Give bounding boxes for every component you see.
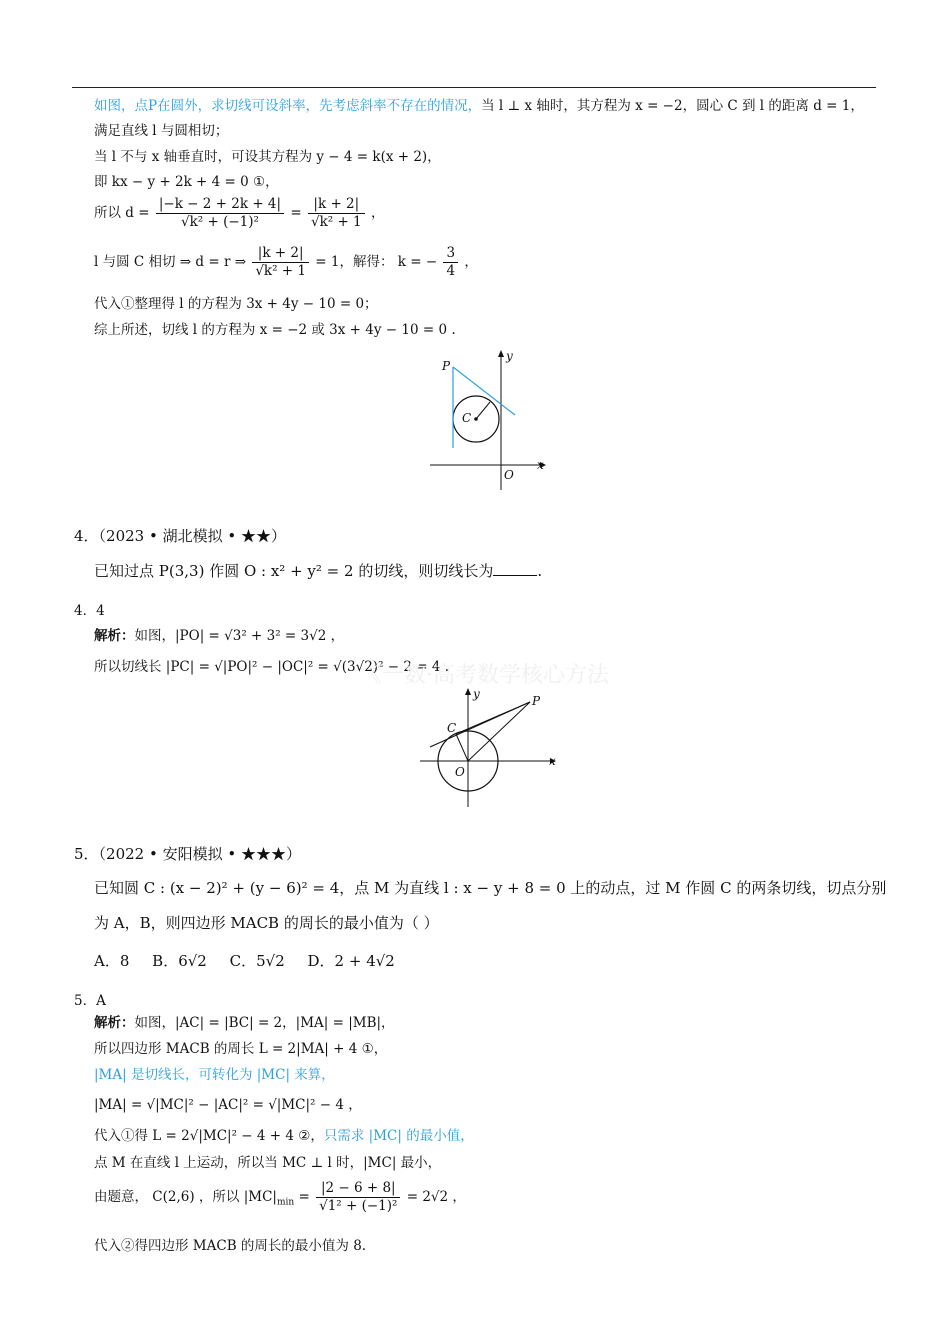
p3-line-3: 当 l 不与 x 轴垂直时，可设其方程为 y − 4 = k(x + 2)， bbox=[94, 149, 441, 165]
p3-line-6: l 与圆 C 相切 ⇒ d = r ⇒ $\frac{|k + 2|}{\text{√k² + 1}}$ = 1，解得： k = − $\frac{3}{4}$ ， bbox=[94, 245, 478, 279]
label-x: x bbox=[537, 458, 544, 472]
option-a: A．8 bbox=[94, 952, 130, 970]
label-o: O bbox=[504, 468, 514, 482]
p3-line-5-pre: 所以 d = bbox=[94, 204, 150, 221]
segment-po bbox=[468, 702, 530, 761]
p3-blue-note: 如图，点P在圆外，求切线可设斜率，先考虑斜率不存在的情况， bbox=[94, 98, 482, 114]
q4-figure bbox=[410, 685, 565, 815]
q5-options bbox=[94, 952, 395, 971]
p3-figure bbox=[420, 345, 560, 495]
label-c: C bbox=[462, 411, 472, 425]
q5-analysis-1: 解析：如图，|AC| = |BC| = 2，|MA| = |MB|， bbox=[94, 1015, 395, 1031]
q5-answer: 5．A bbox=[74, 993, 106, 1009]
y-axis-arrow bbox=[465, 688, 471, 695]
p3-line-1-text: 当 l ⊥ x 轴时，其方程为 x = −2，圆心 C 到 l 的距离 d = 1， bbox=[481, 98, 864, 114]
label-o: O bbox=[455, 765, 465, 779]
q5-fraction: $\frac{|2 - 6 + 8|}{\text{√1² + (−1)²}}$ bbox=[316, 1180, 400, 1215]
q5-analysis-3: |MA| 是切线长，可转化为 |MC| 来算， bbox=[94, 1067, 335, 1083]
q4-analysis-2: 所以切线长 |PC| = √|PO|² − |OC|² = √(3√2)² − 2 = 4 . bbox=[94, 659, 450, 675]
label-y: y bbox=[506, 349, 513, 363]
watermark: 《一数·高考数学核心方法 bbox=[360, 663, 609, 688]
q4-analysis-1: 解析：如图，|PO| = √3² + 3² = 3√2 ， bbox=[94, 628, 345, 644]
q5-analysis-8: 代入②得四边形 MACB 的周长的最小值为 8. bbox=[94, 1238, 367, 1254]
segment-oc bbox=[456, 734, 468, 761]
q4-answer: 4．4 bbox=[74, 603, 105, 619]
q5-analysis-5: 代入①得 L = 2√|MC|² − 4 + 4 ②，只需求 |MC| 的最小值， bbox=[94, 1128, 474, 1144]
label-x: x bbox=[549, 754, 556, 768]
q5-analysis-6: 点 M 在直线 l 上运动，所以当 MC ⊥ l 时，|MC| 最小， bbox=[94, 1155, 442, 1171]
p3-line-1 bbox=[94, 98, 864, 115]
p3-line-4: 即 kx − y + 2k + 4 = 0 ①， bbox=[94, 174, 279, 190]
answer-blank bbox=[493, 561, 537, 576]
q4-stem: 已知过点 P(3,3) 作圆 O : x² + y² = 2 的切线，则切线长为 . bbox=[94, 562, 543, 580]
header-rule bbox=[72, 87, 876, 88]
q5-stem-1: 已知圆 C : (x − 2)² + (y − 6)² = 4，点 M 为直线 l : x − y + 8 = 0 上的动点，过 M 作圆 C 的两条切线，切点分别 bbox=[94, 879, 887, 897]
option-b: B．6√2 bbox=[152, 952, 207, 970]
p3-fraction-2: $\frac{|k + 2|}{\text{√k² + 1}}$ bbox=[308, 196, 365, 231]
q4-heading: 4．（2023 • 湖北模拟 • ★★） bbox=[74, 527, 286, 545]
p3-fraction-k: $\frac{3}{4}$ bbox=[443, 245, 458, 280]
p3-line-5: 所以 d = $\frac{|-k - 2 + 2k + 4|}{\text{√k² + (−1)²}}$ = $\frac{|k + 2|}{\text{√k² + 1}}$ ， bbox=[94, 196, 385, 230]
label-p: P bbox=[442, 359, 451, 373]
q5-analysis-4: |MA| = √|MC|² − |AC|² = √|MC|² − 4 ， bbox=[94, 1097, 362, 1113]
p3-line-2: 满足直线 l 与圆相切； bbox=[94, 123, 229, 139]
q5-analysis-2: 所以四边形 MACB 的周长 L = 2|MA| + 4 ①， bbox=[94, 1041, 388, 1057]
option-d: D．2 + 4√2 bbox=[307, 952, 395, 970]
p3-fraction-1: $\frac{|-k - 2 + 2k + 4|}{\text{√k² + (−1)²}}$ bbox=[156, 196, 284, 231]
q5-analysis-7: 由题意， C(2,6) ，所以 $|MC|_{min}$ = $\frac{|2 - 6 + 8|}{\text{√1² + (−1)²}}$ = 2√2 ， bbox=[94, 1180, 466, 1214]
label-c: C bbox=[447, 721, 457, 735]
q5-stem-2: 为 A，B，则四边形 MACB 的周长的最小值为（ ） bbox=[94, 914, 439, 932]
p3-line-8: 综上所述，切线 l 的方程为 x = −2 或 3x + 4y − 10 = 0 . bbox=[94, 322, 456, 338]
center-point bbox=[474, 417, 478, 421]
label-y: y bbox=[473, 687, 480, 701]
p3-fraction-3: $\frac{|k + 2|}{\text{√k² + 1}}$ bbox=[252, 245, 309, 280]
q5-heading: 5．（2022 • 安阳模拟 • ★★★） bbox=[74, 845, 301, 863]
radius-line bbox=[476, 402, 490, 419]
option-c: C．5√2 bbox=[229, 952, 285, 970]
label-p: P bbox=[532, 694, 541, 708]
tangent-slanted bbox=[453, 367, 515, 415]
p3-line-7: 代入①整理得 l 的方程为 3x + 4y − 10 = 0； bbox=[94, 296, 378, 312]
y-axis-arrow bbox=[498, 350, 504, 357]
segment-pc bbox=[456, 702, 530, 734]
